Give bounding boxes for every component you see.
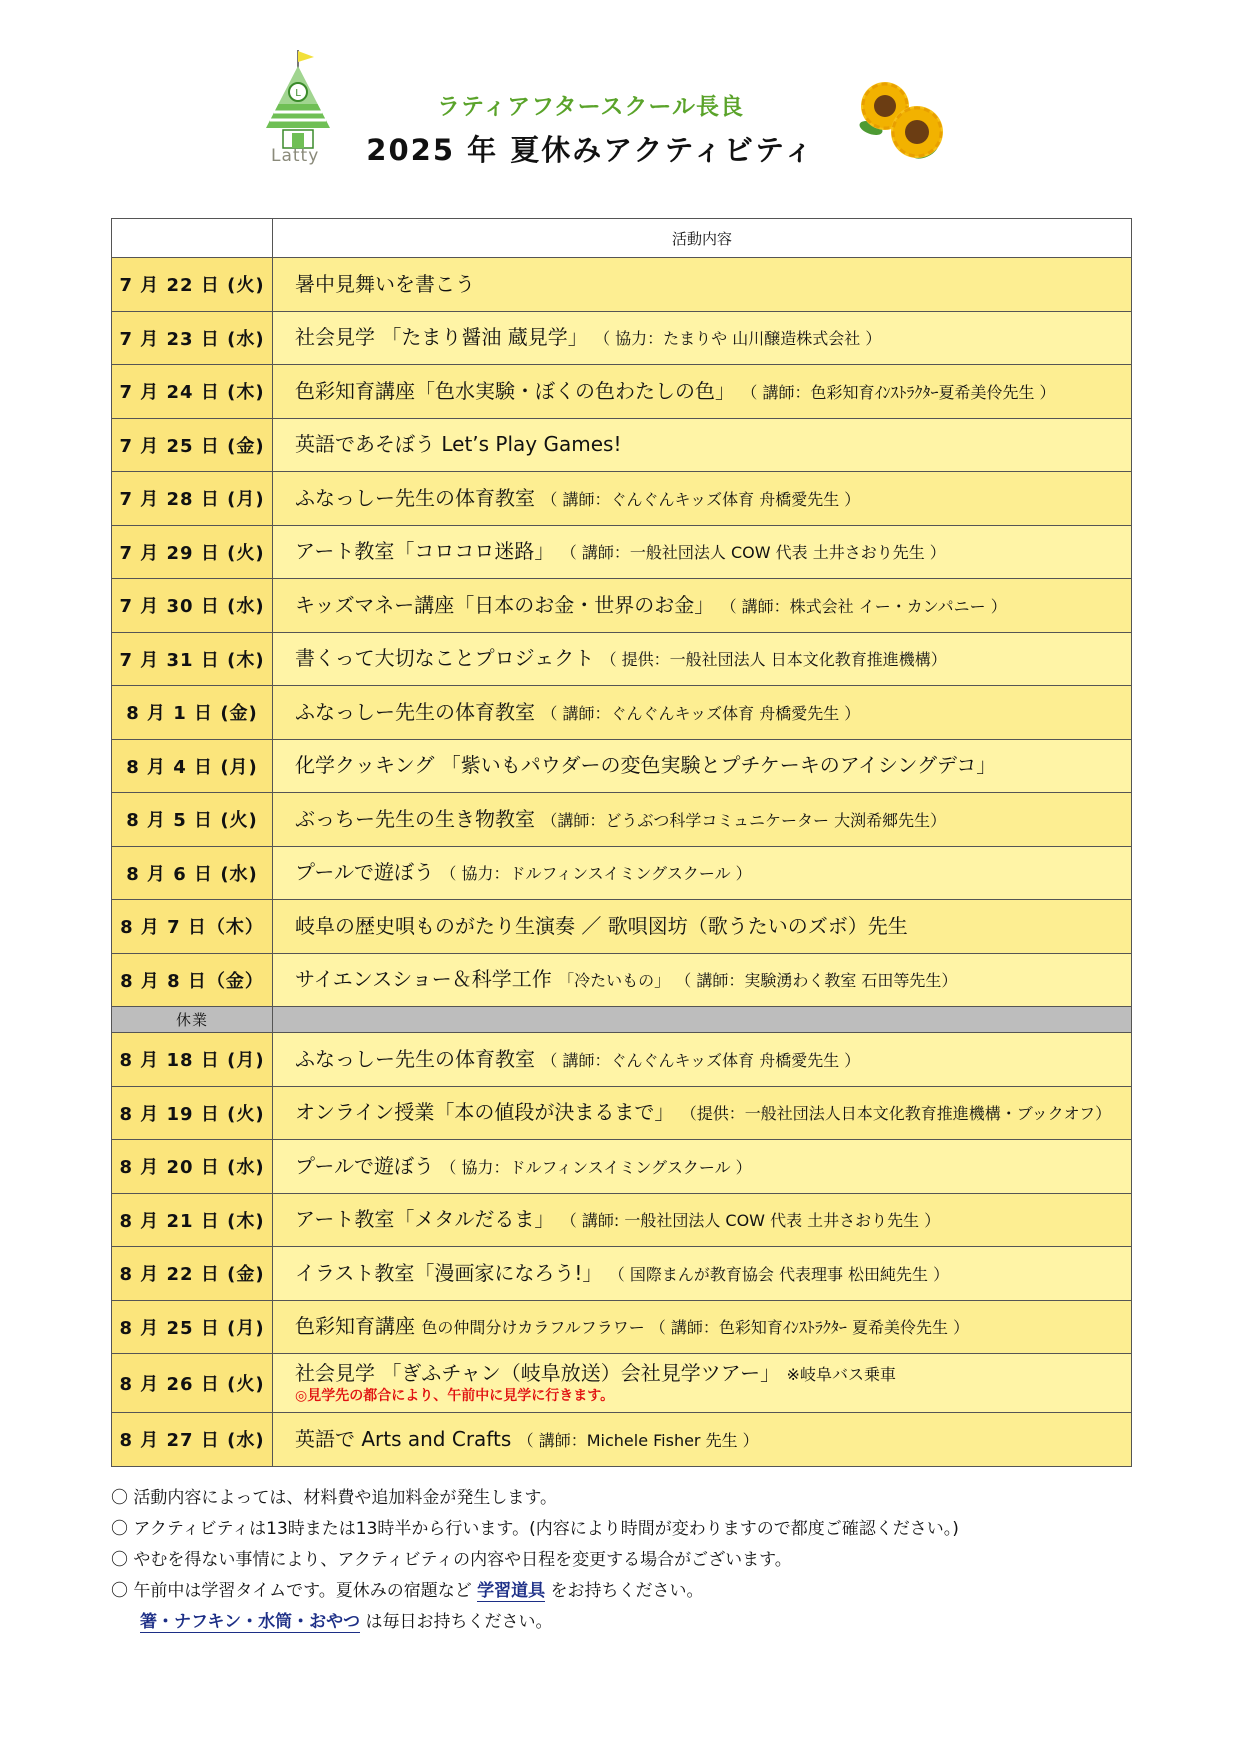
closed-label: 休業	[112, 1007, 273, 1033]
activity-title: アート教室「コロコロ迷路」	[295, 539, 555, 564]
daily-items-highlight: 箸・ナフキン・水筒・おやつ	[140, 1612, 361, 1632]
activity-note: （ 講師：Michele Fisher 先生 ）	[517, 1430, 759, 1450]
activity-warning: ◎見学先の都合により、午前中に見学に行きます。	[295, 1387, 615, 1404]
logo-text: Latty	[271, 146, 320, 166]
table-row	[112, 632, 1132, 686]
activity-cell	[273, 1413, 1132, 1467]
table-row	[112, 1354, 1132, 1413]
activity-title: アート教室「メタルだるま」	[295, 1207, 555, 1232]
date-cell: 7 月 24 日 (木)	[112, 365, 273, 419]
activity-note: （ 講師：株式会社 イー・カンパニー ）	[720, 596, 1007, 616]
table-row	[112, 686, 1132, 740]
activity-cell	[273, 846, 1132, 900]
table-row	[112, 1300, 1132, 1354]
activity-schedule-table	[111, 218, 1132, 1467]
date-cell: 8 月 6 日 (水)	[112, 846, 273, 900]
activity-title: 英語で Arts and Crafts	[295, 1426, 512, 1451]
table-row	[112, 311, 1132, 365]
date-cell: 7 月 31 日 (木)	[112, 632, 273, 686]
activity-cell	[273, 1247, 1132, 1301]
date-cell: 8 月 4 日 (月)	[112, 739, 273, 793]
table-row	[112, 418, 1132, 472]
activity-title: サイエンスショー＆科学工作	[295, 967, 552, 992]
closed-row	[112, 1007, 1132, 1033]
activity-cell	[273, 739, 1132, 793]
table-row	[112, 793, 1132, 847]
activity-title: 岐阜の歴史唄ものがたり生演奏 ／ 歌唄図坊（歌うたいのズボ）先生	[295, 913, 908, 938]
table-row	[112, 739, 1132, 793]
activity-note: （ 講師: 一般社団法人 COW 代表 土井さおり先生 ）	[560, 1211, 941, 1231]
activity-title: キッズマネー講座「日本のお金・世界のお金」	[295, 592, 715, 617]
activity-cell	[273, 1140, 1132, 1194]
table-row	[112, 1086, 1132, 1140]
activity-cell	[273, 525, 1132, 579]
activity-note: （ 講師：ぐんぐんキッズ体育 舟橋愛先生 ）	[541, 1050, 861, 1070]
activity-cell	[273, 1033, 1132, 1087]
activity-title: 社会見学 「たまり醤油 蔵見学」	[295, 325, 588, 350]
table-row	[112, 953, 1132, 1007]
activity-cell	[273, 311, 1132, 365]
notes-section	[111, 1483, 1131, 1638]
activity-note: （ 協力：ドルフィンスイミングスクール ）	[440, 864, 752, 884]
activity-note: （ 協力：ドルフィンスイミングスクール ）	[440, 1157, 752, 1177]
page-header	[0, 0, 1241, 200]
note-line: 〇 アクティビティは13時または13時半から行います。(内容により時間が変わりますので都度ご確認ください。)	[111, 1519, 959, 1539]
activity-cell	[273, 472, 1132, 526]
table-row	[112, 1193, 1132, 1247]
table-row	[112, 1247, 1132, 1301]
activity-title: 英語であそぼう Let’s Play Games!	[295, 432, 622, 457]
date-cell: 8 月 8 日（金）	[112, 953, 273, 1007]
school-name: ラティアフタースクール長良	[437, 94, 744, 120]
table-row	[112, 365, 1132, 419]
note-line: 〇 活動内容によっては、材料費や追加料金が発生します。	[111, 1488, 558, 1508]
activity-cell	[273, 418, 1132, 472]
activity-note: ※岐阜バス乗車	[786, 1364, 896, 1384]
activity-title: 化学クッキング 「紫いもパウダーの変色実験とプチケーキのアイシングデコ」	[295, 753, 997, 778]
table-row	[112, 525, 1132, 579]
activity-title: イラスト教室「漫画家になろう!」	[295, 1260, 603, 1285]
closed-content	[273, 1007, 1132, 1033]
note-line: 箸・ナフキン・水筒・おやつ は毎日お持ちください。	[140, 1612, 553, 1632]
activity-cell	[273, 1193, 1132, 1247]
activity-cell	[273, 632, 1132, 686]
date-cell: 8 月 18 日 (月)	[112, 1033, 273, 1087]
activity-title: 社会見学 「ぎふチャン（岐阜放送）会社見学ツアー」	[295, 1360, 781, 1385]
activity-note: （ 講師：一般社団法人 COW 代表 土井さおり先生 ）	[560, 543, 946, 563]
header-content-cell: 活動内容	[273, 219, 1132, 258]
date-cell: 7 月 25 日 (金)	[112, 418, 273, 472]
table-row	[112, 846, 1132, 900]
date-cell: 8 月 21 日 (木)	[112, 1193, 273, 1247]
activity-title: オンライン授業「本の値段が決まるまで」	[295, 1100, 675, 1125]
table-row	[112, 900, 1132, 954]
table-header-row	[112, 219, 1132, 258]
activity-cell	[273, 686, 1132, 740]
activity-note: （ 提供：一般社団法人 日本文化教育推進機構）	[600, 650, 947, 670]
sunflower-icon	[855, 78, 955, 168]
note-line: 〇 午前中は学習タイムです。夏休みの宿題など 学習道具 をお持ちください。	[111, 1581, 704, 1601]
activity-title: ぶっちー先生の生き物教室	[295, 806, 535, 831]
activity-note: （ 協力：たまりや 山川醸造株式会社 ）	[594, 329, 882, 349]
table-row	[112, 1413, 1132, 1467]
activity-title: 暑中見舞いを書こう	[295, 271, 475, 296]
activity-cell	[273, 258, 1132, 312]
activity-note: （ 講師：ぐんぐんキッズ体育 舟橋愛先生 ）	[541, 489, 861, 509]
date-cell: 7 月 29 日 (火)	[112, 525, 273, 579]
header-date-cell	[112, 219, 273, 258]
activity-title: ふなっしー先生の体育教室	[295, 1046, 535, 1071]
date-cell: 8 月 27 日 (水)	[112, 1413, 273, 1467]
page-title: 2025 年 夏休みアクティビティ	[366, 133, 815, 167]
date-cell: 8 月 22 日 (金)	[112, 1247, 273, 1301]
table-row	[112, 472, 1132, 526]
table-row	[112, 1033, 1132, 1087]
date-cell: 7 月 23 日 (水)	[112, 311, 273, 365]
activity-cell	[273, 579, 1132, 633]
activity-title: 色彩知育講座「色水実験・ぼくの色わたしの色」	[295, 378, 735, 403]
activity-cell	[273, 793, 1132, 847]
date-cell: 7 月 28 日 (月)	[112, 472, 273, 526]
table-row	[112, 579, 1132, 633]
activity-note: （ 講師：色彩知育ｲﾝｽﾄﾗｸﾀｰ夏希美伶先生 ）	[741, 382, 1056, 402]
activity-cell	[273, 365, 1132, 419]
date-cell: 8 月 1 日 (金)	[112, 686, 273, 740]
date-cell: 7 月 22 日 (火)	[112, 258, 273, 312]
activity-title: ふなっしー先生の体育教室	[295, 485, 535, 510]
date-cell: 8 月 26 日 (火)	[112, 1354, 273, 1413]
activity-note: （講師：どうぶつ科学コミュニケーター 大渕希郷先生）	[541, 810, 947, 830]
activity-note: （ 講師：ぐんぐんキッズ体育 舟橋愛先生 ）	[541, 703, 861, 723]
activity-cell	[273, 900, 1132, 954]
activity-title: プールで遊ぼう	[295, 860, 434, 885]
activity-title: ふなっしー先生の体育教室	[295, 699, 535, 724]
note-line: 〇 やむを得ない事情により、アクティビティの内容や日程を変更する場合がございます。	[111, 1550, 792, 1570]
table-row	[112, 258, 1132, 312]
svg-text:L: L	[295, 88, 301, 99]
date-cell: 8 月 7 日（木）	[112, 900, 273, 954]
activity-title: プールで遊ぼう	[295, 1153, 434, 1178]
study-tools-highlight: 学習道具	[477, 1581, 546, 1601]
date-cell: 8 月 5 日 (火)	[112, 793, 273, 847]
activity-note: 色の仲間分けカラフルフラワー （ 講師：色彩知育ｲﾝｽﾄﾗｸﾀｰ 夏希美伶先生 ）	[421, 1318, 970, 1338]
date-cell: 8 月 19 日 (火)	[112, 1086, 273, 1140]
activity-cell	[273, 1086, 1132, 1140]
activity-cell	[273, 1354, 1132, 1413]
activity-note: 「冷たいもの」 （ 講師：実験湧わく教室 石田等先生）	[558, 971, 958, 991]
date-cell: 7 月 30 日 (水)	[112, 579, 273, 633]
date-cell: 8 月 20 日 (水)	[112, 1140, 273, 1194]
date-cell: 8 月 25 日 (月)	[112, 1300, 273, 1354]
activity-cell	[273, 953, 1132, 1007]
activity-note: （提供：一般社団法人日本文化教育推進機構・ブックオフ）	[680, 1104, 1112, 1124]
activity-note: （ 国際まんが教育協会 代表理事 松田純先生 ）	[608, 1264, 950, 1284]
activity-title: 書くって大切なことプロジェクト	[295, 646, 595, 671]
activity-title: 色彩知育講座	[295, 1314, 415, 1339]
activity-cell	[273, 1300, 1132, 1354]
table-row	[112, 1140, 1132, 1194]
